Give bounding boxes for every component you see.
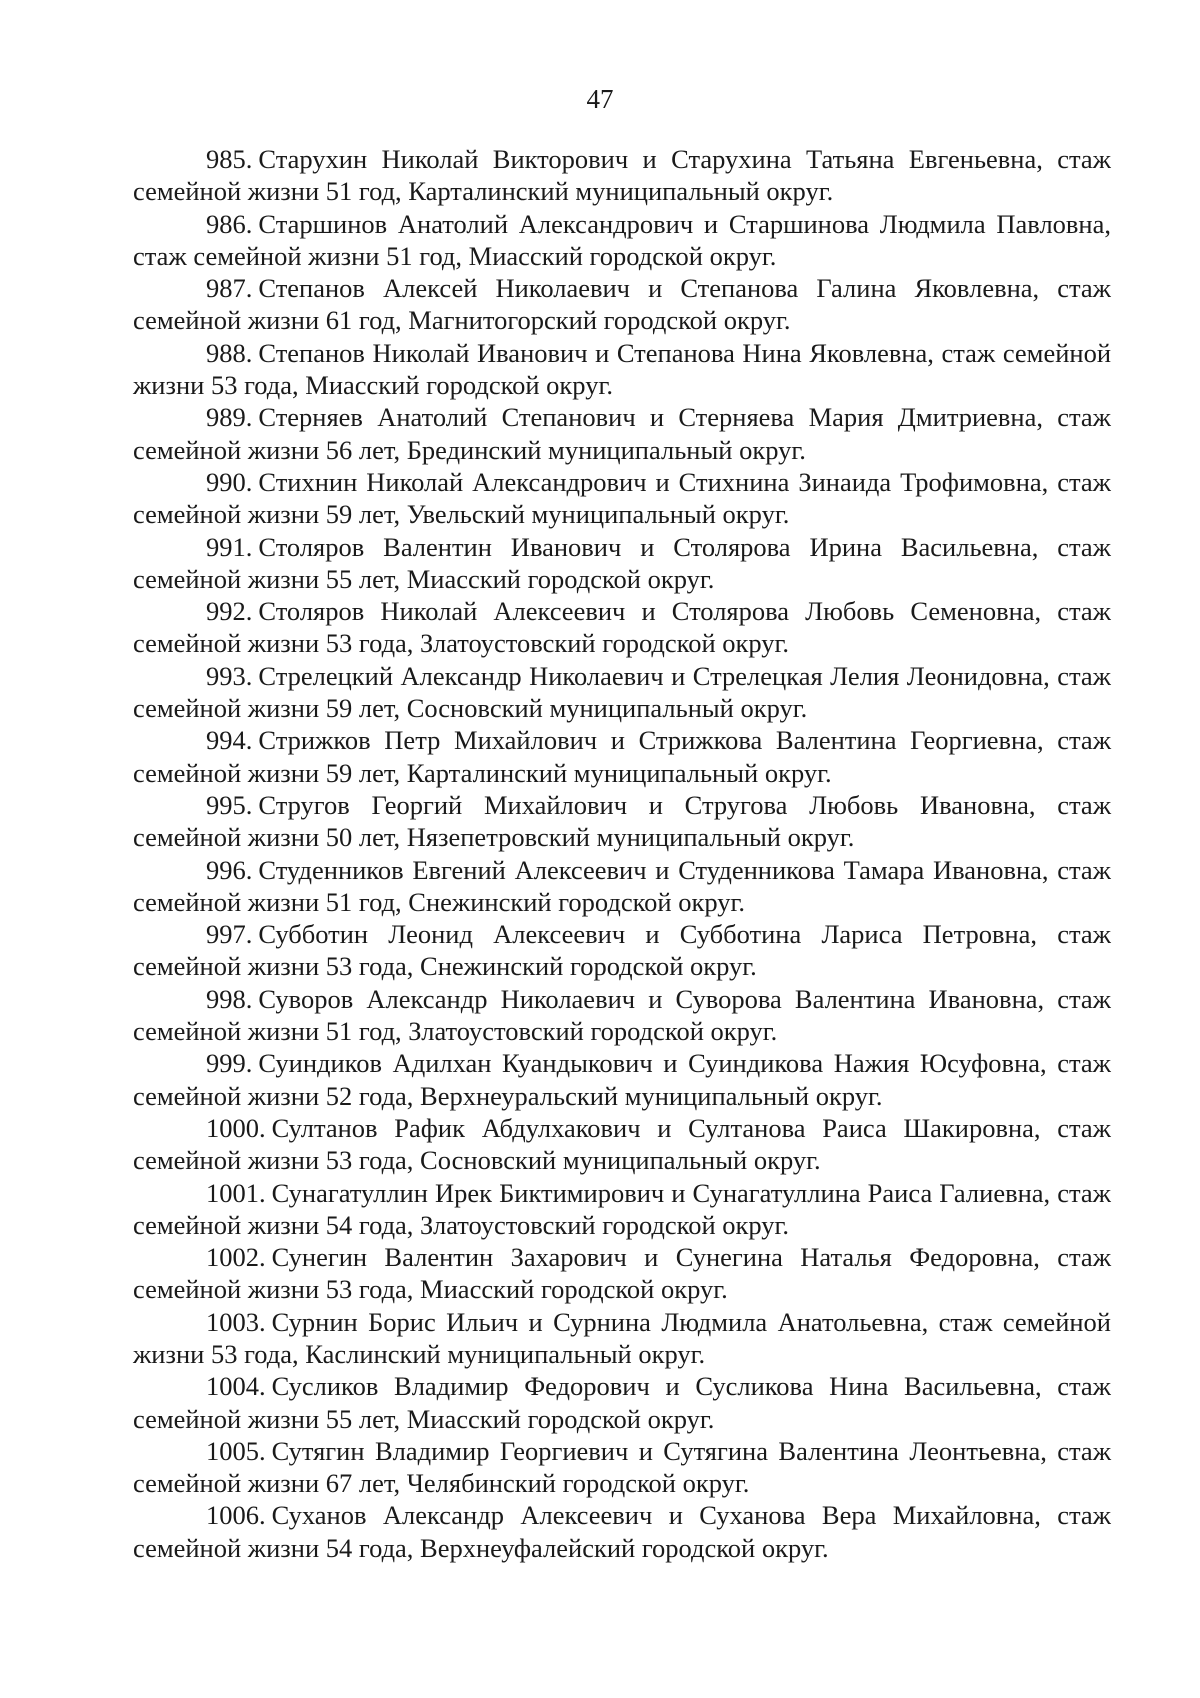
entry-number: 1001.	[206, 1177, 266, 1208]
entry-text: Старшинов Анатолий Александрович и Старшинова Людмила Павловна, стаж семейной жизни 51 год, Миасский городской округ.	[133, 208, 1111, 271]
entry-number: 1002.	[206, 1242, 266, 1273]
list-item	[133, 1306, 1111, 1371]
list-item	[133, 724, 1111, 789]
list-item	[133, 1370, 1111, 1435]
entry-text: Стрижков Петр Михайлович и Стрижкова Валентина Георгиевна, стаж семейной жизни 59 лет, Карталинский муниципальный округ.	[133, 725, 1111, 788]
list-item	[133, 1177, 1111, 1242]
entry-number: 1006.	[206, 1500, 266, 1531]
entry-text: Суиндиков Адилхан Куандыкович и Суиндикова Нажия Юсуфовна, стаж семейной жизни 52 года, Верхнеуральский муниципальный округ.	[133, 1048, 1111, 1111]
entry-text: Суворов Александр Николаевич и Суворова Валентина Ивановна, стаж семейной жизни 51 год, Златоустовский городской округ.	[133, 983, 1111, 1047]
entry-text: Степанов Алексей Николаевич и Степанова Галина Яковлевна, стаж семейной жизни 61 год, Магнитогорский городской округ.	[133, 273, 1111, 336]
entry-number: 992.	[206, 596, 253, 627]
list-item	[133, 1241, 1111, 1306]
list-item	[133, 208, 1111, 273]
list-item	[133, 1047, 1111, 1112]
entry-list	[133, 143, 1111, 1564]
entry-text: Субботин Леонид Алексеевич и Субботина Лариса Петровна, стаж семейной жизни 53 года, Снежинский городской округ.	[133, 919, 1111, 982]
entry-text: Стерняев Анатолий Степанович и Стерняева Мария Дмитриевна, стаж семейной жизни 56 лет, Брединский муниципальный округ.	[133, 402, 1111, 465]
entry-number: 1004.	[206, 1371, 266, 1402]
list-item	[133, 272, 1111, 337]
list-item	[133, 143, 1111, 208]
entry-text: Столяров Николай Алексеевич и Столярова Любовь Семеновна, стаж семейной жизни 53 года, Златоустовский городской округ.	[133, 596, 1111, 659]
entry-text: Степанов Николай Иванович и Степанова Нина Яковлевна, стаж семейной жизни 53 года, Миасский городской округ.	[133, 337, 1111, 401]
entry-number: 1000.	[206, 1112, 266, 1143]
entry-number: 996.	[206, 854, 253, 885]
list-item	[133, 1499, 1111, 1564]
entry-number: 997.	[206, 919, 253, 950]
entry-text: Студенников Евгений Алексеевич и Студенникова Тамара Ивановна, стаж семейной жизни 51 год, Снежинский городской округ.	[133, 854, 1111, 917]
list-item	[133, 595, 1111, 660]
entry-number: 999.	[206, 1048, 253, 1079]
entry-text: Сурнин Борис Ильич и Сурнина Людмила Анатольевна, стаж семейной жизни 53 года, Каслинский муниципальный округ.	[133, 1306, 1111, 1369]
entry-text: Сусликов Владимир Федорович и Сусликова Нина Васильевна, стаж семейной жизни 55 лет, Миасский городской округ.	[133, 1371, 1111, 1434]
entry-number: 1005.	[206, 1435, 266, 1466]
list-item	[133, 401, 1111, 466]
list-item	[133, 660, 1111, 725]
list-item	[133, 983, 1111, 1048]
entry-number: 985.	[206, 144, 253, 174]
entry-text: Столяров Валентин Иванович и Столярова Ирина Васильевна, стаж семейной жизни 55 лет, Миасский городской округ.	[133, 531, 1111, 594]
entry-text: Стрелецкий Александр Николаевич и Стрелецкая Лелия Леонидовна, стаж семейной жизни 59 лет, Сосновский муниципальный округ.	[133, 660, 1111, 724]
entry-text: Сунегин Валентин Захарович и Сунегина Наталья Федоровна, стаж семейной жизни 53 года, Миасский городской округ.	[133, 1242, 1111, 1305]
page-number: 47	[586, 84, 614, 114]
entry-number: 993.	[206, 660, 253, 691]
entry-number: 986.	[206, 208, 253, 239]
list-item	[133, 854, 1111, 919]
entry-number: 998.	[206, 983, 253, 1014]
list-item	[133, 1112, 1111, 1177]
list-item	[133, 789, 1111, 854]
entry-number: 991.	[206, 531, 253, 562]
entry-number: 994.	[206, 725, 253, 756]
list-item	[133, 1435, 1111, 1500]
entry-text: Сутягин Владимир Георгиевич и Сутягина Валентина Леонтьевна, стаж семейной жизни 67 лет, Челябинский городской округ.	[133, 1435, 1111, 1499]
entry-number: 988.	[206, 337, 253, 368]
entry-text: Суханов Александр Алексеевич и Суханова Вера Михайловна, стаж семейной жизни 54 года, Верхнеуфалейский городской округ.	[133, 1500, 1111, 1563]
list-item	[133, 337, 1111, 402]
entry-text: Султанов Рафик Абдулхакович и Султанова Раиса Шакировна, стаж семейной жизни 53 года, Сосновский муниципальный округ.	[133, 1112, 1111, 1176]
entry-number: 995.	[206, 789, 253, 820]
entry-number: 987.	[206, 273, 253, 304]
entry-number: 990.	[206, 466, 253, 497]
entry-text: Старухин Николай Викторович и Старухина Татьяна Евгеньевна, стаж семейной жизни 51 год, Карталинский муниципальный округ.	[133, 144, 1111, 207]
list-item	[133, 466, 1111, 531]
entry-number: 1003.	[206, 1306, 266, 1337]
list-item	[133, 531, 1111, 596]
entry-number: 989.	[206, 402, 253, 433]
entry-text: Стихнин Николай Александрович и Стихнина Зинаида Трофимовна, стаж семейной жизни 59 лет, Увельский муниципальный округ.	[133, 466, 1111, 530]
entry-text: Сунагатуллин Ирек Биктимирович и Сунагатуллина Раиса Галиевна, стаж семейной жизни 54 года, Златоустовский городской округ.	[133, 1177, 1111, 1240]
entry-text: Стругов Георгий Михайлович и Стругова Любовь Ивановна, стаж семейной жизни 50 лет, Нязепетровский муниципальный округ.	[133, 789, 1111, 853]
list-item	[133, 918, 1111, 983]
